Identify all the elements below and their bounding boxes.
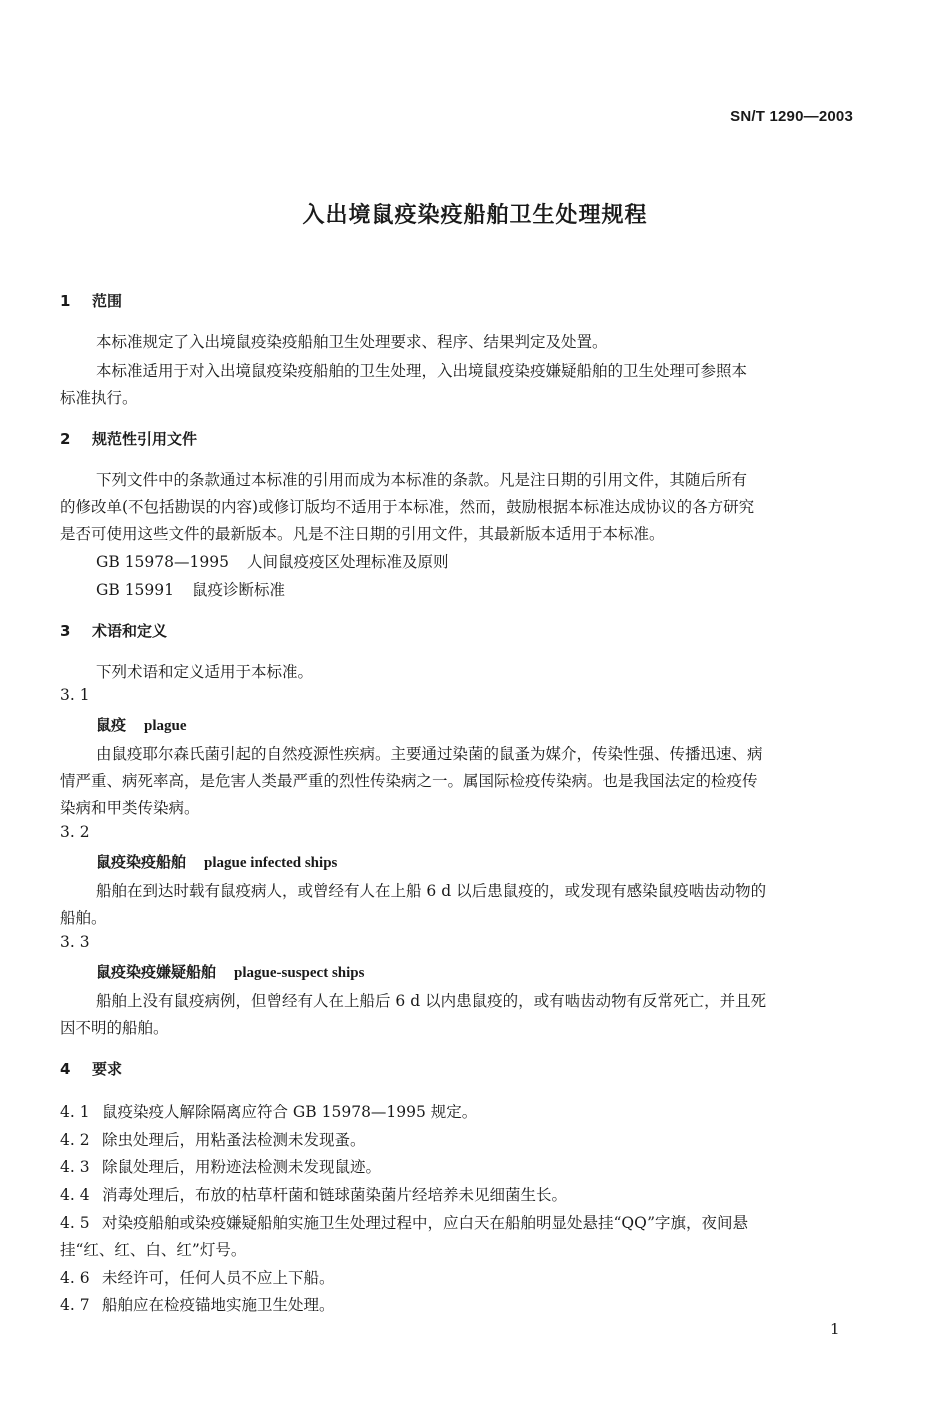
- requirement-number: 4. 7: [60, 1296, 90, 1314]
- requirement-text: 除虫处理后，用粘蚤法检测未发现蚤。: [102, 1131, 366, 1149]
- requirement-number: 4. 6: [60, 1269, 90, 1287]
- requirement-number: 4. 1: [60, 1103, 90, 1121]
- term-zh: 鼠疫染疫船舶: [96, 853, 187, 871]
- section-number: 3: [60, 622, 71, 640]
- requirement-item: [60, 1211, 748, 1233]
- reference-item: [96, 578, 285, 600]
- requirement-item: [60, 1100, 477, 1122]
- paragraph-continuation: 的修改单(不包括勘误的内容)或修订版均不适用于本标准，然而，鼓励根据本标准达成协议的各方研究: [60, 498, 755, 516]
- term-heading: [96, 851, 337, 872]
- definition-continuation: 因不明的船舶。: [60, 1019, 169, 1037]
- paragraph: 本标准适用于对入出境鼠疫染疫船舶的卫生处理，入出境鼠疫染疫嫌疑船舶的卫生处理可参照本: [96, 362, 748, 380]
- paragraph: 下列文件中的条款通过本标准的引用而成为本标准的条款。凡是注日期的引用文件，其随后所有: [96, 471, 748, 489]
- requirement-text: 除鼠处理后，用粉迹法检测未发现鼠迹。: [102, 1158, 382, 1176]
- requirement-number: 4. 4: [60, 1186, 90, 1204]
- section-title: 范围: [92, 292, 123, 310]
- definition-continuation: 情严重、病死率高，是危害人类最严重的烈性传染病之一。属国际检疫传染病。也是我国法定的检疫传: [60, 772, 758, 790]
- requirement-item: [60, 1183, 567, 1205]
- requirement-number: 4. 2: [60, 1131, 90, 1149]
- reference-name: 人间鼠疫疫区处理标准及原则: [246, 553, 449, 571]
- paragraph: 本标准规定了入出境鼠疫染疫船舶卫生处理要求、程序、结果判定及处置。: [96, 333, 608, 351]
- term-number: 3. 2: [60, 823, 90, 841]
- term-zh: 鼠疫染疫嫌疑船舶: [96, 963, 217, 981]
- section-title: 规范性引用文件: [92, 430, 198, 448]
- reference-code: GB 15991: [96, 581, 175, 599]
- term-heading: [96, 961, 364, 982]
- term-en: plague: [144, 718, 187, 734]
- requirement-text: 未经许可，任何人员不应上下船。: [102, 1269, 335, 1287]
- requirement-number: 4. 3: [60, 1158, 90, 1176]
- section-2-heading: [60, 428, 197, 449]
- requirement-continuation: 挂“红、红、白、红”灯号。: [60, 1241, 247, 1259]
- term-en: plague infected ships: [204, 855, 338, 871]
- definition-continuation: 船舶。: [60, 909, 107, 927]
- term-heading: [96, 714, 187, 735]
- term-zh: 鼠疫: [96, 716, 127, 734]
- section-4-heading: [60, 1058, 122, 1079]
- definition: 由鼠疫耶尔森氏菌引起的自然疫源性疾病。主要通过染菌的鼠蚤为媒介，传染性强、传播迅速、病: [96, 745, 763, 763]
- page-number: 1: [830, 1320, 840, 1338]
- section-1-heading: [60, 290, 122, 311]
- requirement-item: [60, 1155, 381, 1177]
- section-title: 术语和定义: [92, 622, 168, 640]
- section-number: 4: [60, 1060, 71, 1078]
- standard-code: SN/T 1290—2003: [730, 108, 853, 125]
- reference-code: GB 15978—1995: [96, 553, 229, 571]
- paragraph-continuation: 是否可使用这些文件的最新版本。凡是不注日期的引用文件，其最新版本适用于本标准。: [60, 525, 665, 543]
- requirement-number: 4. 5: [60, 1214, 90, 1232]
- section-title: 要求: [92, 1060, 123, 1078]
- requirement-item: [60, 1128, 366, 1150]
- section-3-heading: [60, 620, 167, 641]
- requirement-text: 对染疫船舶或染疫嫌疑船舶实施卫生处理过程中，应白天在船舶明显处悬挂“QQ”字旗，夜间悬: [102, 1214, 749, 1232]
- requirement-text: 鼠疫染疫人解除隔离应符合 GB 15978—1995 规定。: [102, 1103, 478, 1121]
- definition: 船舶在到达时载有鼠疫病人，或曾经有人在上船 6 d 以后患鼠疫的，或发现有感染鼠疫啮齿动物的: [96, 882, 767, 900]
- paragraph-continuation: 标准执行。: [60, 389, 138, 407]
- requirement-text: 船舶应在检疫锚地实施卫生处理。: [102, 1296, 335, 1314]
- section-number: 1: [60, 292, 71, 310]
- paragraph: 下列术语和定义适用于本标准。: [96, 663, 314, 681]
- term-number: 3. 3: [60, 933, 90, 951]
- definition: 船舶上没有鼠疫病例，但曾经有人在上船后 6 d 以内患鼠疫的，或有啮齿动物有反常死亡，并且死: [96, 992, 767, 1010]
- document-title: 入出境鼠疫染疫船舶卫生处理规程: [302, 203, 648, 228]
- term-number: 3. 1: [60, 686, 90, 704]
- reference-name: 鼠疫诊断标准: [192, 581, 286, 599]
- requirement-item: [60, 1266, 335, 1288]
- requirement-item: [60, 1293, 335, 1315]
- definition-continuation: 染病和甲类传染病。: [60, 799, 200, 817]
- section-number: 2: [60, 430, 71, 448]
- requirement-text: 消毒处理后，布放的枯草杆菌和链球菌染菌片经培养未见细菌生长。: [102, 1186, 568, 1204]
- term-en: plague-suspect ships: [234, 965, 365, 981]
- reference-item: [96, 550, 448, 572]
